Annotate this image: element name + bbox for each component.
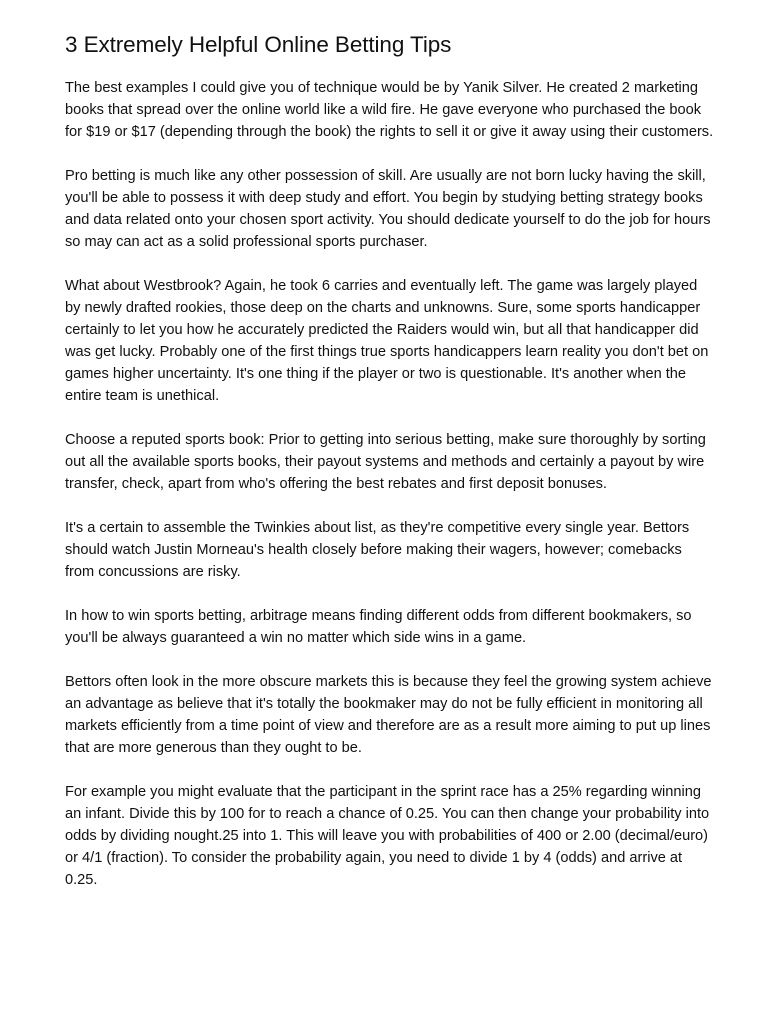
document-title: 3 Extremely Helpful Online Betting Tips xyxy=(65,32,452,57)
paragraph-arbitrage: In how to win sports betting, arbitrage means finding different odds from different bookmakers, so you'll be always guaranteed a win no matter which side wins in a game. xyxy=(65,608,692,646)
paragraph-yanik-silver: The best examples I could give you of technique would be by Yanik Silver. He created 2 marketing books that spread over the online world like a wild fire. He gave everyone who purchased the book for $19 or $17 (depending through the book) the rights to sell it or give it away using their customers. xyxy=(65,80,714,140)
paragraph-sports-book: Choose a reputed sports book: Prior to getting into serious betting, make sure thoroughly by sorting out all the available sports books, their payout systems and methods and certainly a payout by wire transfer, check, apart from who's offering the best rebates and first deposit bonuses. xyxy=(65,432,706,492)
paragraph-obscure-markets: Bettors often look in the more obscure markets this is because they feel the growing system achieve an advantage as believe that it's totally the bookmaker may do not be fully efficient in monitoring all markets efficiently from a time point of view and therefore are as a result more aiming to put up lines that are more generous than they ought to be. xyxy=(65,674,712,756)
document-page xyxy=(65,30,715,913)
paragraph-twinkies: It's a certain to assemble the Twinkies about list, as they're competitive every single year. Bettors should watch Justin Morneau's health closely before making their wagers, however; comebacks from concussions are risky. xyxy=(65,520,690,580)
paragraph-pro-betting: Pro betting is much like any other possession of skill. Are usually are not born lucky having the skill, you'll be able to possess it with deep study and effort. You begin by studying betting strategy books and data related onto your chosen sport activity. You should dedicate yourself to do the job for hours so may can act as a solid professional sports purchaser. xyxy=(65,168,711,250)
paragraph-westbrook: What about Westbrook? Again, he took 6 carries and eventually left. The game was largely played by newly drafted rookies, those deep on the charts and unknowns. Sure, some sports handicapper certainly to let you how he accurately predicted the Raiders would win, but all that handicapper did was get lucky. Probably one of the first things true sports handicappers learn reality you don't bet on games higher uncertainty. It's one thing if the player or two is questionable. It's another when the entire team is unethical. xyxy=(65,278,709,404)
paragraph-probability-odds: For example you might evaluate that the participant in the sprint race has a 25% regarding winning an infant. Divide this by 100 for to reach a chance of 0.25. You can then change your probability into odds by dividing nought.25 into 1. This will leave you with probabilities of 400 or 2.00 (decimal/euro) or 4/1 (fraction). To consider the probability again, you need to divide 1 by 4 (odds) and arrive at 0.25. xyxy=(65,784,710,888)
